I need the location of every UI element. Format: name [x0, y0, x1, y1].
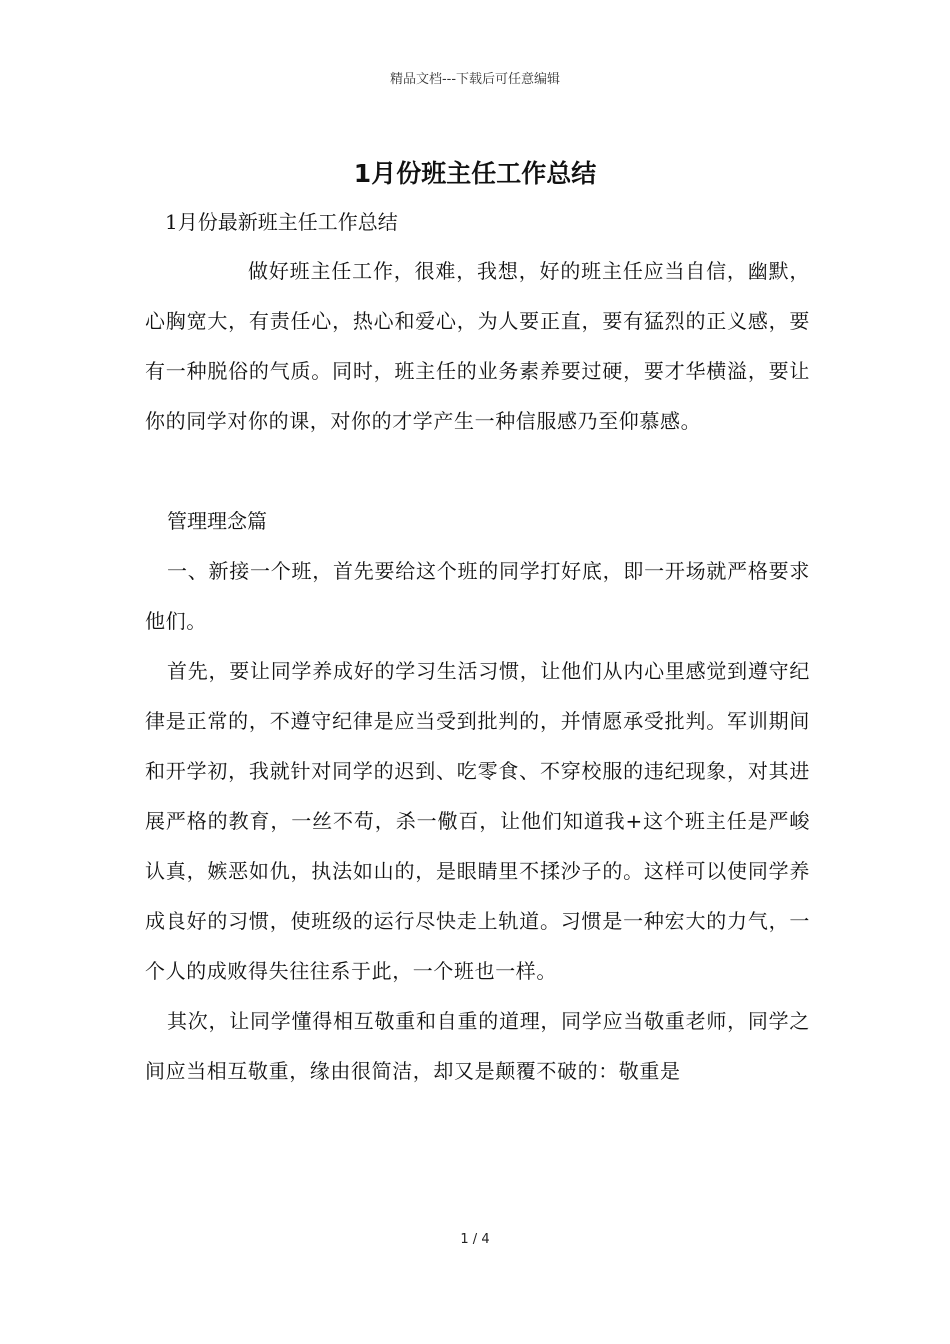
section-title: 管理理念篇	[167, 509, 267, 533]
document-body	[145, 204, 810, 1096]
body-paragraph-2: 首先，要让同学养成好的学习生活习惯，让他们从内心里感觉到遵守纪律是正常的，不遵守纪律是应当受到批判的，并情愿承受批判。军训期间和开学初，我就针对同学的迟到、吃零食、不穿校服的违纪现象，对其进展严格的教育，一丝不苟，杀一儆百，让他们知道我+这个班主任是严峻 认真，嫉恶如仇，执法如山的，是眼睛里不揉沙子的。这样可以使同学养成良好的习惯，使班级的运行尽快走上轨道。习惯是一种宏大的力气，一个人的成败得失往往系于此，一个班也一样。	[145, 659, 810, 983]
document-title: 1月份班主任工作总结	[353, 159, 597, 188]
page-number: 1 / 4	[460, 1232, 490, 1247]
body-paragraph-3: 其次，让同学懂得相互敬重和自重的道理，同学应当敬重老师，同学之间应当相互敬重，缘由很简洁，却又是颠覆不破的：敬重是	[145, 1009, 810, 1083]
page-header-note: 精品文档---下载后可任意编辑	[389, 72, 561, 87]
intro-paragraph: 做好班主任工作，很难，我想，好的班主任应当自信，幽默，心胸宽大，有责任心，热心和爱心，为人要正直，要有猛烈的正义感，要有一种脱俗的气质。同时，班主任的业务素养要过硬，要才华横溢，要让你的同学对你的课，对你的才学产生一种信服感乃至仰慕感。	[145, 259, 810, 433]
body-paragraph-1: 一、新接一个班，首先要给这个班的同学打好底，即一开场就严格要求他们。	[145, 559, 810, 633]
document-subtitle: 1月份最新班主任工作总结	[165, 210, 398, 234]
